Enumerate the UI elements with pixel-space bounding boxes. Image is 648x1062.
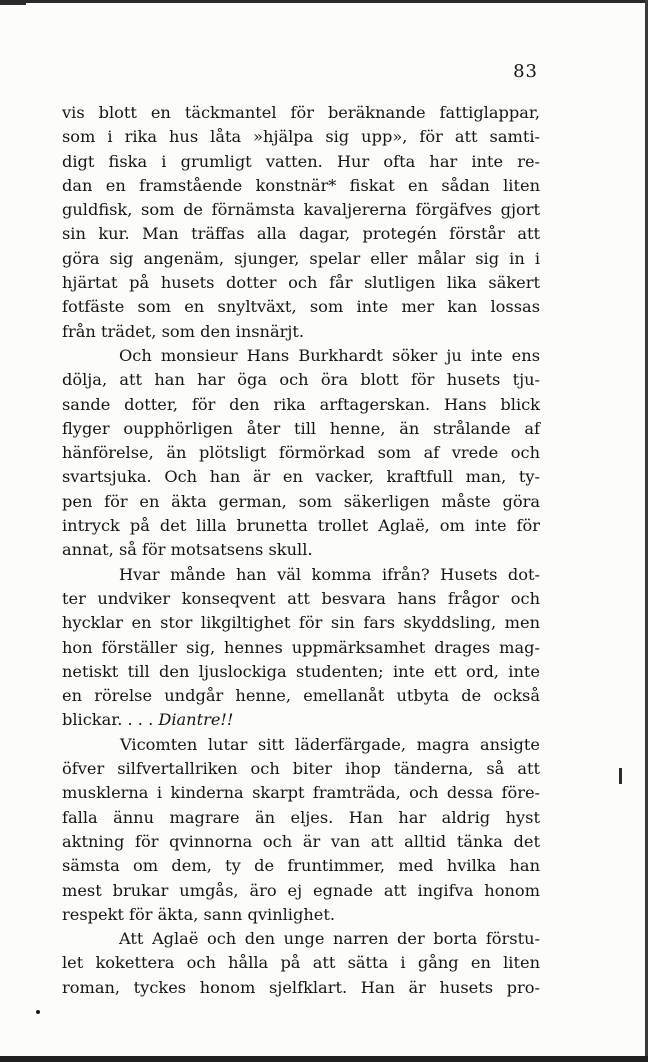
text-line: vis blott en täckmantel för beräknande fattiglappar, xyxy=(62,103,540,122)
text-line: som i rika hus låta »hjälpa sig upp», för att samti- xyxy=(62,127,540,147)
text-line: musklerna i kinderna skarpt framträda, och dessa före- xyxy=(62,783,540,803)
scan-corner-mark xyxy=(0,3,26,5)
text-line: hycklar en stor likgiltighet för sin fars skyddsling, men xyxy=(62,613,540,633)
text-line: roman, tyckes honom sjelfklart. Han är husets pro- xyxy=(62,977,540,997)
text-line: en rörelse undgår henne, emellanåt utbyta de också xyxy=(62,686,540,706)
paragraph-end-line: från trädet, som den insnärjt. xyxy=(62,321,305,341)
text-line: guldfisk, som de förnämsta kavaljererna förgäfves gjort xyxy=(62,200,540,220)
text-line: sin kur. Man träffas alla dagar, protegén förstår att xyxy=(62,224,540,244)
text-line: intryck på det lilla brunetta trollet Aglaë, om inte för xyxy=(62,516,540,536)
text-line: svartsjuka. Och han är en vacker, kraftfull man, ty- xyxy=(62,467,540,487)
margin-mark xyxy=(619,768,622,784)
paragraph-end-line: respekt för äkta, sann qvinlighet. xyxy=(62,904,335,924)
italic-exclamation: Diantre!! xyxy=(158,710,234,730)
paragraph-end-line: annat, så för motsatsens skull. xyxy=(62,540,313,560)
text-line: netiskt till den ljuslockiga studenten; inte ett ord, inte xyxy=(62,661,540,681)
text-line: flyger oupphörligen åter till henne, än strålande af xyxy=(62,418,540,438)
text-line: dölja, att han har öga och öra blott för husets tju- xyxy=(62,370,540,390)
text-line: let kokettera och hålla på att sätta i gång en liten xyxy=(62,953,540,973)
text-line: fotfäste som en snyltväxt, som inte mer kan lossas xyxy=(62,297,540,317)
text-line: sande dotter, för den rika arftagerskan. Hans blick xyxy=(62,394,540,414)
text-line: hon förställer sig, hennes uppmärksamhet drages mag- xyxy=(62,637,540,657)
paragraph-start-line: Hvar månde han väl komma ifrån? Husets dot- xyxy=(119,564,540,584)
body-text xyxy=(62,101,540,1000)
text-line: göra sig angenäm, sjunger, spelar eller målar sig in i xyxy=(62,248,540,268)
text-line: öfver silfvertallriken och biter ihop tänderna, så att xyxy=(62,759,540,779)
text-line: dan en framstående konstnär* fiskat en sådan liten xyxy=(62,175,540,195)
scan-bottom-edge xyxy=(0,1056,648,1062)
text-fragment: blickar. . . . xyxy=(62,710,159,730)
text-line: aktning för qvinnorna och är van att alltid tänka det xyxy=(62,831,540,851)
scan-top-edge xyxy=(0,0,648,3)
text-line: hjärtat på husets dotter och får slutligen lika säkert xyxy=(62,273,540,293)
text-line: falla ännu magrare än eljes. Han har aldrig hyst xyxy=(62,807,540,827)
paragraph-start-line: Vicomten lutar sitt läderfärgade, magra ansigte xyxy=(120,734,540,754)
text-line: digt fiska i grumligt vatten. Hur ofta har inte re- xyxy=(62,151,540,171)
ink-speck xyxy=(36,1010,40,1014)
paragraph-start-line: Och monsieur Hans Burkhardt söker ju inte ens xyxy=(119,345,540,365)
text-line: pen för en äkta german, som säkerligen måste göra xyxy=(62,491,540,511)
page-number: 83 xyxy=(513,61,538,82)
text-line: mest brukar umgås, äro ej egnade att ingifva honom xyxy=(62,880,540,900)
text-line: hänförelse, än plötsligt förmörkad som af vrede och xyxy=(62,443,540,463)
paragraph-start-line: Att Aglaë och den unge narren der borta förstu- xyxy=(119,929,540,949)
text-line: sämsta om dem, ty de fruntimmer, med hvilka han xyxy=(62,856,540,876)
text-line: ter undviker konseqvent att besvara hans frågor och xyxy=(62,588,540,608)
paragraph-end-line xyxy=(62,708,540,732)
